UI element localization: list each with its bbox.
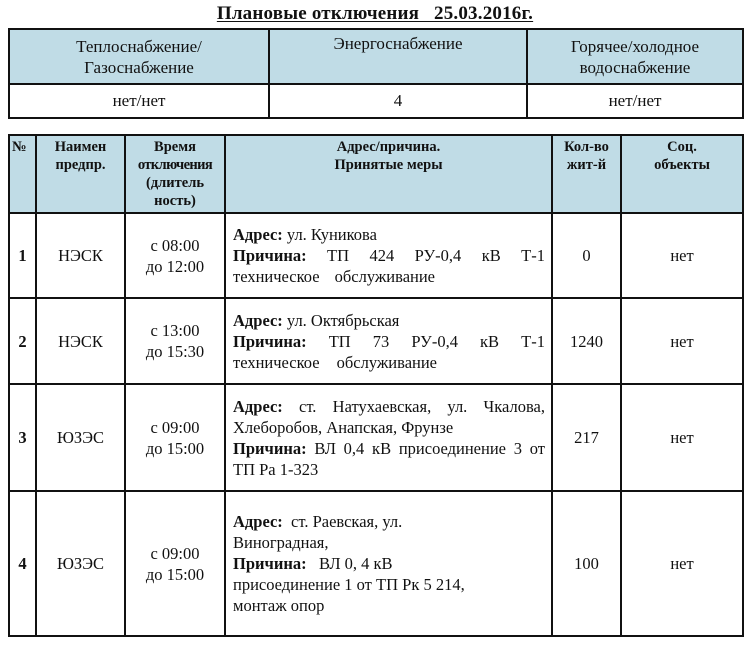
header-line: Газоснабжение xyxy=(84,57,194,77)
summary-table xyxy=(8,28,744,119)
address-label: Адрес: xyxy=(233,512,283,531)
outages-table xyxy=(8,134,744,637)
address-label: Адрес: xyxy=(233,225,283,244)
summary-value-power: 4 xyxy=(269,84,527,118)
time-to: до 15:00 xyxy=(145,564,205,584)
table-row xyxy=(9,213,743,298)
reason-label: Причина: xyxy=(233,438,307,458)
reason-text: ТП 73 РУ-0,4 кВ Т-1 техническое обслуживание xyxy=(233,331,545,372)
header-line: Соц. xyxy=(667,139,697,155)
time-from: с 13:00 xyxy=(150,321,200,340)
row-social-objects: нет xyxy=(621,213,743,298)
header-line: Принятые меры xyxy=(334,157,443,173)
row-social-objects: нет xyxy=(621,298,743,384)
header-line: отключения xyxy=(137,157,213,173)
header-outage-time xyxy=(125,135,225,213)
time-to: до 15:00 xyxy=(145,438,205,458)
outages-header-row xyxy=(9,135,743,213)
row-organization: НЭСК xyxy=(36,298,125,384)
row-residents: 0 xyxy=(552,213,621,298)
time-to: до 12:00 xyxy=(145,256,205,276)
row-address-reason xyxy=(225,298,552,384)
header-number: № xyxy=(9,135,36,213)
reason-label: Причина: xyxy=(233,331,307,351)
header-line: ность) xyxy=(154,193,196,209)
reason-text: ТП 424 РУ-0,4 кВ Т-1 техническое обслуживание xyxy=(233,246,545,286)
row-number: 1 xyxy=(9,213,36,298)
header-line: Кол-во xyxy=(564,139,609,155)
header-line: Время xyxy=(154,139,196,155)
row-address-reason xyxy=(225,384,552,491)
address-label: Адрес: xyxy=(233,310,283,330)
summary-header-row xyxy=(9,29,743,84)
header-line: Горячее/холодное xyxy=(570,36,700,56)
header-line: Адрес/причина. xyxy=(336,139,441,155)
header-line: Наимен xyxy=(54,139,107,155)
address-text: ул. Октябрьская xyxy=(282,310,400,330)
address-text: ст. Натухаевская, ул. Чкалова, Хлеборобов, Анапская, Фрунзе xyxy=(233,396,545,437)
row-residents: 1240 xyxy=(552,298,621,384)
title-text: Плановые отключения 25.03.2016г. xyxy=(216,3,534,24)
row-time xyxy=(125,298,225,384)
reason-text: ВЛ 0, 4 кВ xyxy=(306,554,393,573)
header-line: водоснабжение xyxy=(579,57,691,77)
row-address-reason xyxy=(225,213,552,298)
time-from: с 09:00 xyxy=(150,417,200,437)
row-organization: НЭСК xyxy=(36,213,125,298)
header-line: (длитель xyxy=(145,175,204,191)
address-label: Адрес: xyxy=(233,396,283,416)
header-residents xyxy=(552,135,621,213)
time-from: с 09:00 xyxy=(150,543,200,563)
summary-value-heat-gas: нет/нет xyxy=(9,84,269,118)
reason-label: Причина: xyxy=(233,246,307,265)
table-row xyxy=(9,298,743,384)
summary-header-heat-gas xyxy=(9,29,269,84)
row-social-objects: нет xyxy=(621,491,743,636)
summary-header-power xyxy=(269,29,527,84)
header-line: жит-й xyxy=(566,157,607,173)
time-to: до 15:30 xyxy=(145,342,205,361)
row-time xyxy=(125,384,225,491)
row-residents: 217 xyxy=(552,384,621,491)
header-line: Теплоснабжение/ xyxy=(76,36,202,56)
address-text: ст. Раевская, ул. Виноградная, xyxy=(233,512,407,552)
row-number: 2 xyxy=(9,298,36,384)
header-line: Энергоснабжение xyxy=(333,34,463,53)
table-row xyxy=(9,384,743,491)
header-social-objects xyxy=(621,135,743,213)
summary-value-water: нет/нет xyxy=(527,84,743,118)
row-address-reason xyxy=(225,491,552,636)
header-address-reason xyxy=(225,135,552,213)
reason-text-continued: монтаж опор xyxy=(233,596,325,615)
row-number: 3 xyxy=(9,384,36,491)
header-line: предпр. xyxy=(55,157,106,173)
header-line: объекты xyxy=(654,157,710,173)
row-number: 4 xyxy=(9,491,36,636)
address-text: ул. Куникова xyxy=(282,225,377,244)
row-social-objects: нет xyxy=(621,384,743,491)
reason-text-continued: присоединение 1 от ТП Рк 5 214, xyxy=(233,575,465,594)
time-from: с 08:00 xyxy=(150,235,200,255)
page-title xyxy=(0,2,750,26)
row-residents: 100 xyxy=(552,491,621,636)
reason-text: ВЛ 0,4 кВ присоединение 3 от ТП Ра 1-323 xyxy=(233,438,545,479)
summary-value-row xyxy=(9,84,743,118)
row-time xyxy=(125,491,225,636)
row-organization: ЮЗЭС xyxy=(36,384,125,491)
row-time xyxy=(125,213,225,298)
reason-label: Причина: xyxy=(233,554,307,573)
table-row xyxy=(9,491,743,636)
summary-header-water xyxy=(527,29,743,84)
row-organization: ЮЗЭС xyxy=(36,491,125,636)
header-organization xyxy=(36,135,125,213)
